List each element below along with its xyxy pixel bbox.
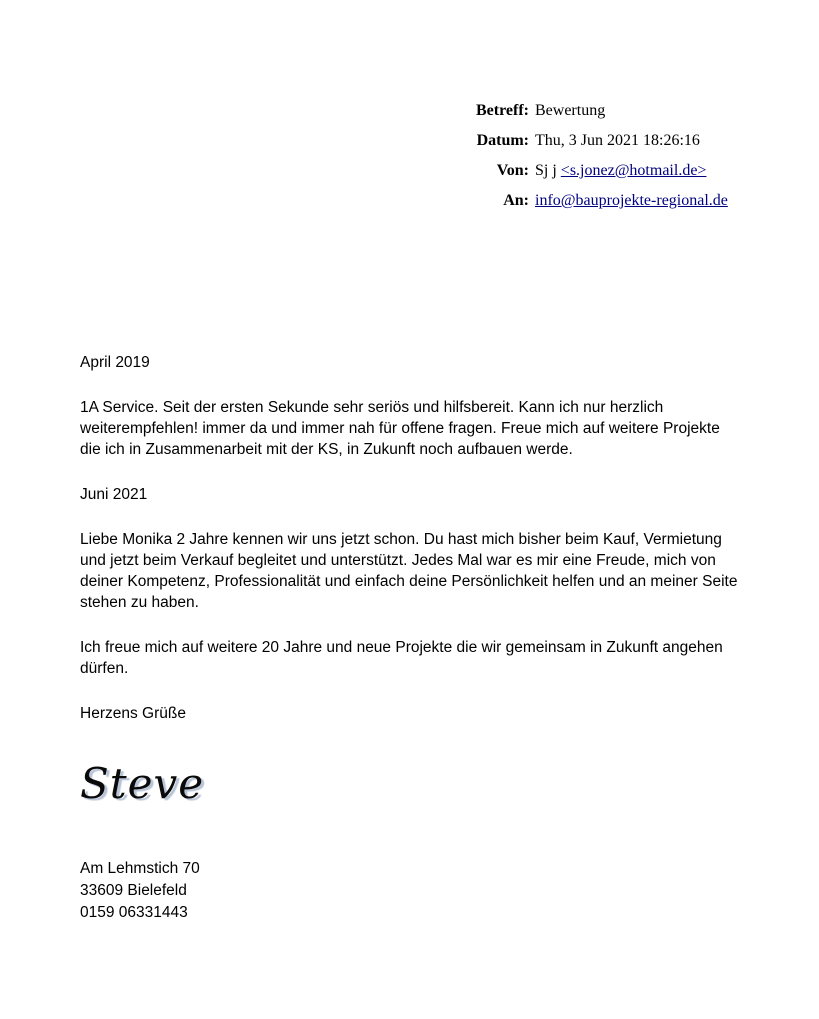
from-email-link[interactable]: <s.jonez@hotmail.de> xyxy=(560,162,707,179)
paragraph-review-2021: Liebe Monika 2 Jahre kennen wir uns jetzt schon. Du hast mich bisher beim Kauf, Vermietung und jetzt beim Verkauf begleitet und unterstützt. Jedes Mal war es mir eine Freude, mich von deiner Kompetenz, Professionalität und einfach deine Persönlichkeit helfen und an meiner Seite stehen zu haben. xyxy=(80,531,738,611)
email-header xyxy=(469,96,728,216)
paragraph-date-april: April 2019 xyxy=(80,354,150,371)
paragraph-outlook: Ich freue mich auf weitere 20 Jahre und neue Projekte die wir gemeinsam in Zukunft angehen dürfen. xyxy=(80,639,723,677)
from-label: Von: xyxy=(496,162,529,179)
paragraph-review-2019: 1A Service. Seit der ersten Sekunde sehr seriös und hilfsbereit. Kann ich nur herzlich weiterempfehlen! immer da und immer nah für offene fragen. Freue mich auf weitere Projekte die ich in Zusammenarbeit mit der KS, in Zukunft noch aufbauen werde. xyxy=(80,399,720,458)
contact-phone: 0159 06331443 xyxy=(80,904,188,921)
paragraph-date-juni: Juni 2021 xyxy=(80,486,148,503)
to-email-link[interactable]: info@bauprojekte-regional.de xyxy=(535,192,728,209)
contact-street: Am Lehmstich 70 xyxy=(80,860,200,877)
date-value: Thu, 3 Jun 2021 18:26:16 xyxy=(535,132,700,149)
subject-value: Bewertung xyxy=(535,102,606,119)
to-label: An: xyxy=(503,192,529,209)
to-value xyxy=(535,186,728,216)
from-name: Sj j xyxy=(535,162,561,179)
signature: Steve xyxy=(80,759,205,808)
letter-body xyxy=(80,352,742,748)
subject-label: Betreff: xyxy=(476,102,529,119)
paragraph-closing: Herzens Grüße xyxy=(80,705,186,722)
from-value xyxy=(535,156,728,186)
contact-city: 33609 Bielefeld xyxy=(80,882,187,899)
date-label: Datum: xyxy=(476,132,529,149)
contact-block xyxy=(80,858,200,924)
